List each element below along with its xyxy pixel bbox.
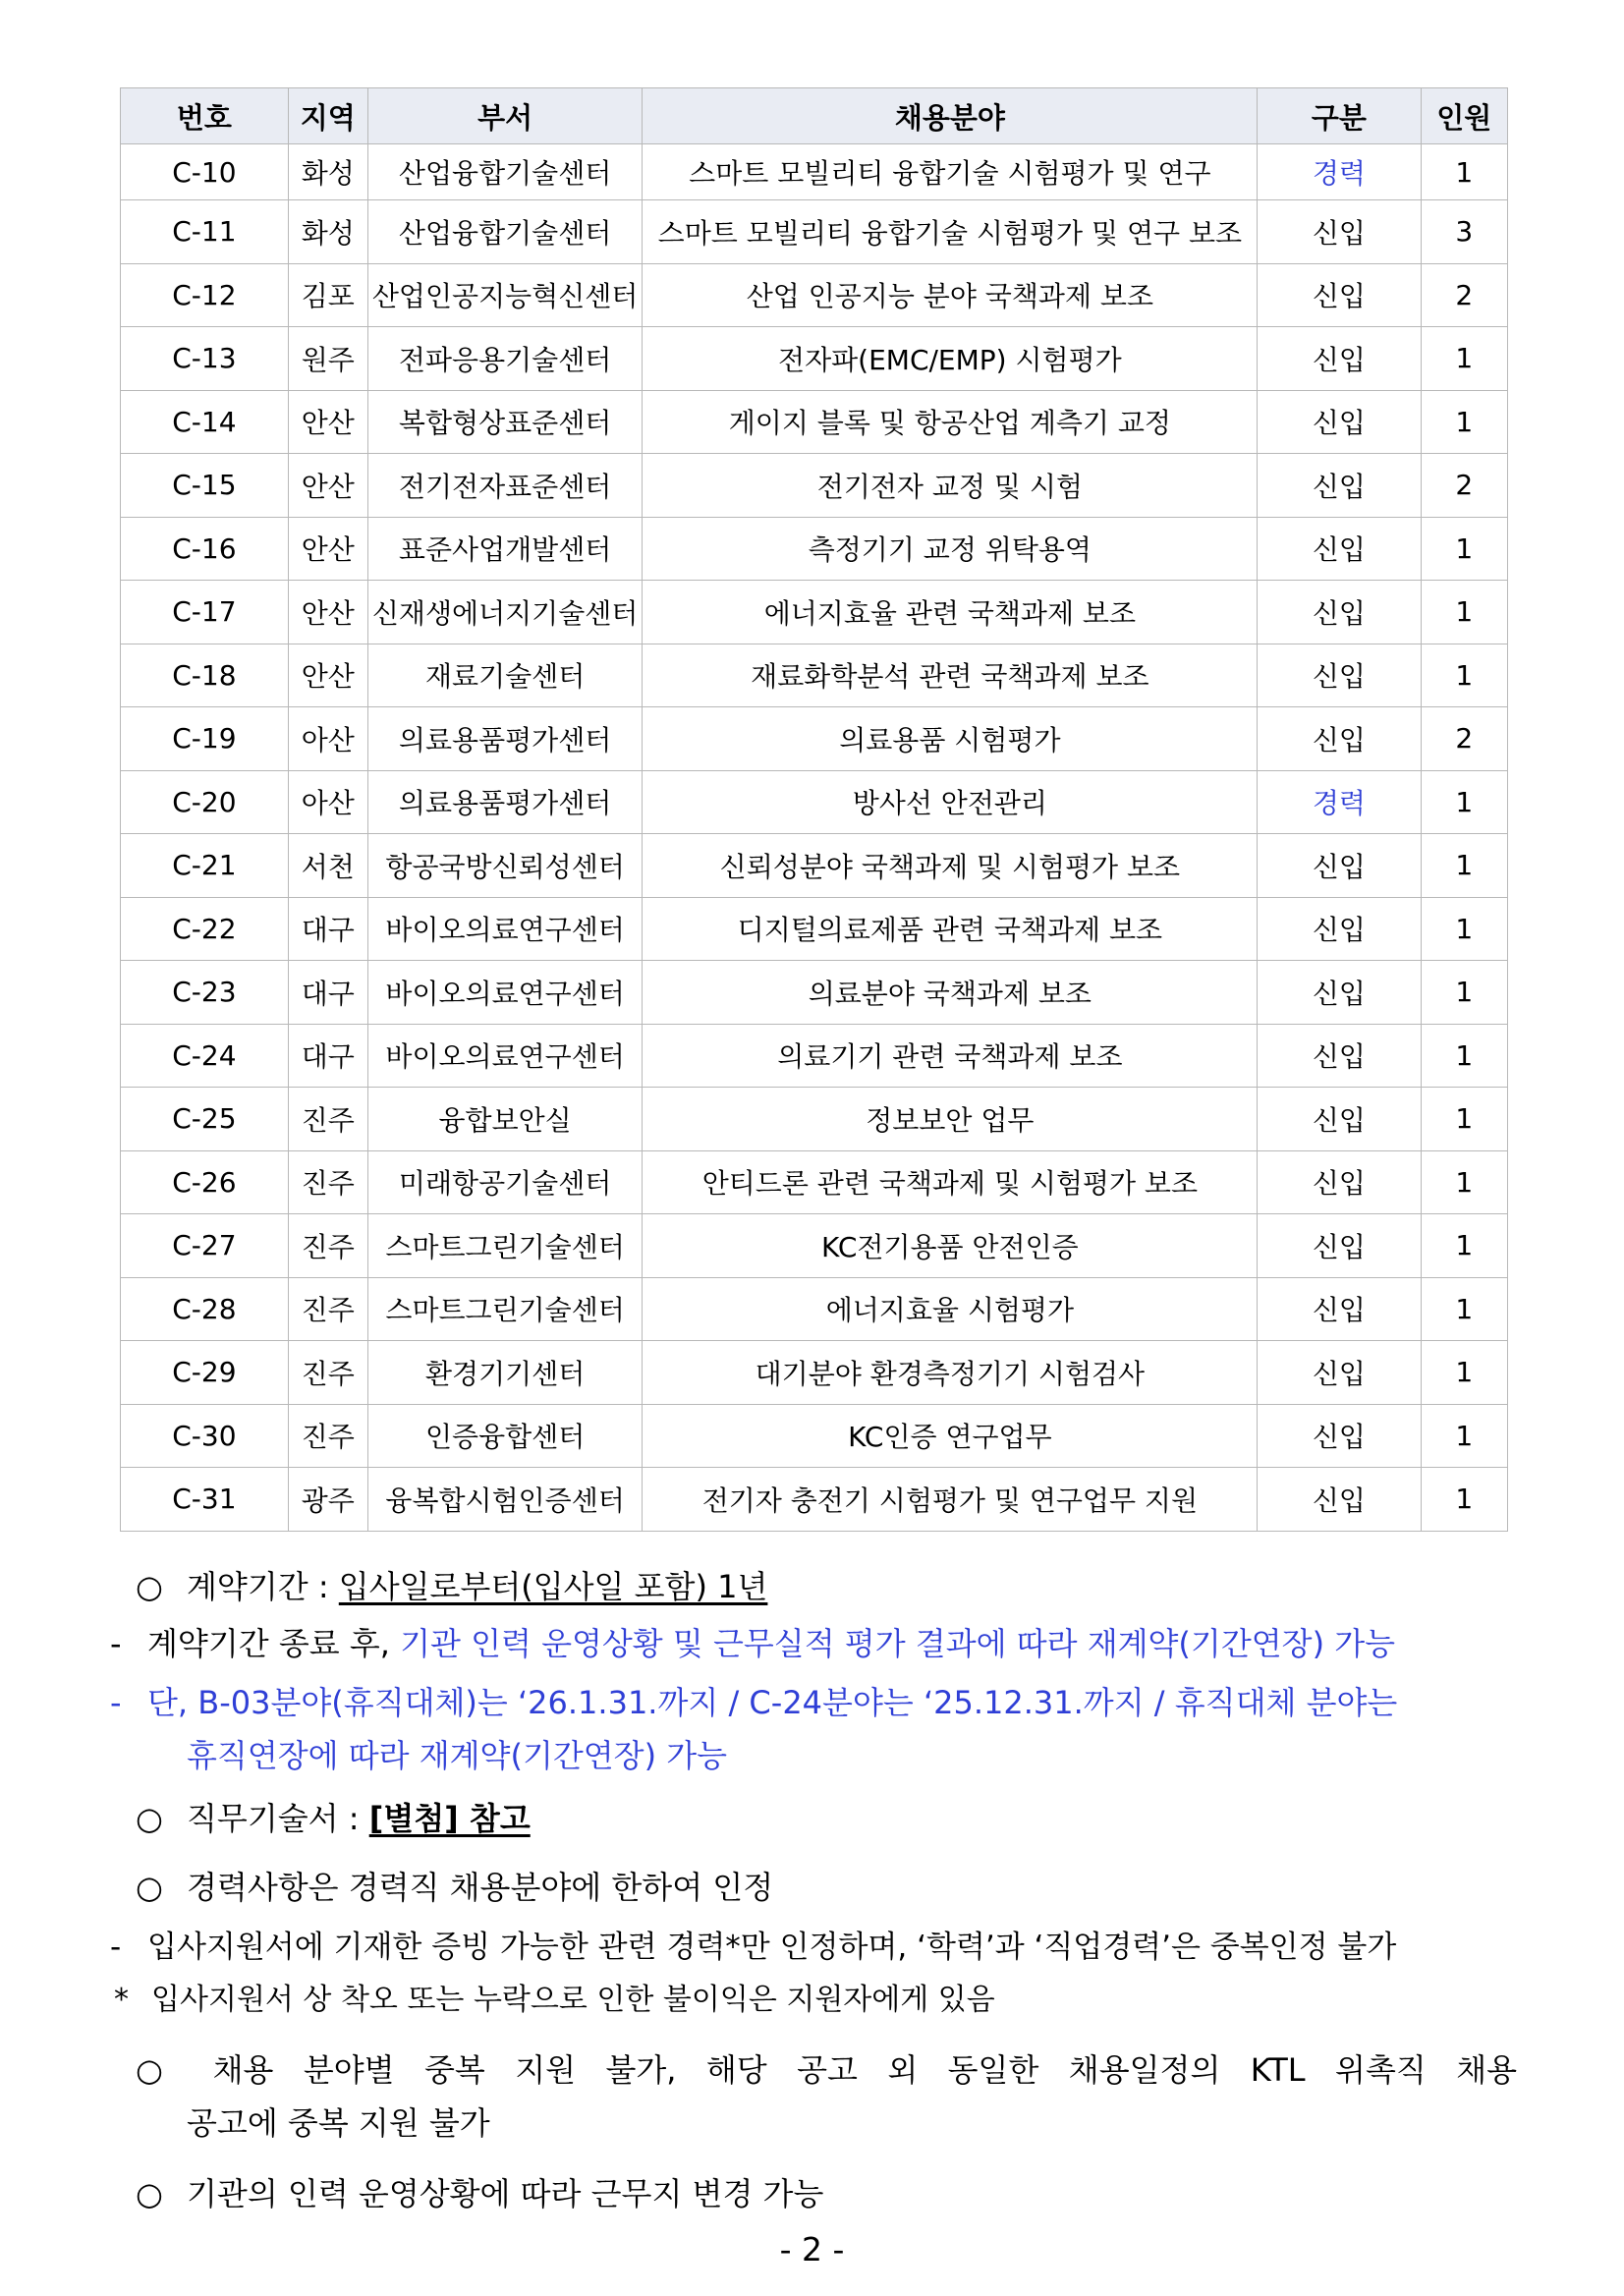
cell-type: 신입 — [1258, 961, 1421, 1025]
cell-count: 2 — [1421, 263, 1507, 327]
cell-number: C-29 — [121, 1341, 289, 1405]
cell-region: 진주 — [288, 1277, 367, 1341]
cell-region: 안산 — [288, 644, 367, 707]
header-field: 채용분야 — [643, 88, 1258, 144]
cell-number: C-21 — [121, 834, 289, 898]
job-description-value: [별첨] 참고 — [368, 1800, 531, 1837]
cell-type: 신입 — [1258, 834, 1421, 898]
dash: - — [110, 1684, 122, 1721]
cell-type: 신입 — [1258, 200, 1421, 264]
duplicate-text-1: 채용 분야별 중복 지원 불가, 해당 공고 외 동일한 채용일정의 KTL 위촉직 채용 — [212, 2051, 1518, 2089]
cell-department: 바이오의료연구센터 — [367, 1024, 643, 1088]
cell-count: 1 — [1421, 517, 1507, 581]
cell-field: 에너지효율 시험평가 — [643, 1277, 1258, 1341]
cell-department: 신재생에너지기술센터 — [367, 581, 643, 644]
cell-count: 1 — [1421, 770, 1507, 834]
cell-department: 융합보안실 — [367, 1088, 643, 1151]
cell-department: 바이오의료연구센터 — [367, 961, 643, 1025]
cell-field: 전자파(EMC/EMP) 시험평가 — [643, 327, 1258, 391]
cell-field: 의료분야 국책과제 보조 — [643, 961, 1258, 1025]
cell-region: 화성 — [288, 144, 367, 200]
table-row — [121, 517, 1508, 581]
bullet-circle: ○ — [136, 1800, 163, 1837]
cell-count: 1 — [1421, 961, 1507, 1025]
table-row — [121, 1341, 1508, 1405]
cell-field: 방사선 안전관리 — [643, 770, 1258, 834]
cell-region: 안산 — [288, 517, 367, 581]
cell-region: 대구 — [288, 961, 367, 1025]
location-change-line — [136, 2169, 823, 2214]
contract-value: 입사일로부터(입사일 포함) 1년 — [338, 1568, 768, 1605]
cell-region: 아산 — [288, 770, 367, 834]
cell-type: 신입 — [1258, 327, 1421, 391]
cell-number: C-25 — [121, 1088, 289, 1151]
cell-department: 바이오의료연구센터 — [367, 897, 643, 961]
cell-count: 1 — [1421, 144, 1507, 200]
cell-department: 산업융합기술센터 — [367, 144, 643, 200]
table-row — [121, 144, 1508, 200]
table-header-row — [121, 88, 1508, 144]
cell-department: 산업인공지능혁신센터 — [367, 263, 643, 327]
table-row — [121, 390, 1508, 454]
cell-department: 미래항공기술센터 — [367, 1150, 643, 1214]
cell-region: 원주 — [288, 327, 367, 391]
cell-number: C-13 — [121, 327, 289, 391]
exception-text-1: 단, B-03분야(휴직대체)는 ‘26.1.31.까지 / C-24분야는 ‘25.12.31.까지 / 휴직대체 분야는 — [147, 1684, 1398, 1721]
cell-type: 신입 — [1258, 897, 1421, 961]
cell-number: C-16 — [121, 517, 289, 581]
cell-department: 항공국방신뢰성센터 — [367, 834, 643, 898]
cell-region: 진주 — [288, 1214, 367, 1278]
cell-field: 측정기기 교정 위탁용역 — [643, 517, 1258, 581]
table-row — [121, 897, 1508, 961]
cell-field: 스마트 모빌리티 융합기술 시험평가 및 연구 보조 — [643, 200, 1258, 264]
cell-department: 의료용품평가센터 — [367, 770, 643, 834]
cell-department: 표준사업개발센터 — [367, 517, 643, 581]
cell-type: 신입 — [1258, 707, 1421, 771]
cell-number: C-24 — [121, 1024, 289, 1088]
cell-count: 3 — [1421, 200, 1507, 264]
cell-field: 에너지효율 관련 국책과제 보조 — [643, 581, 1258, 644]
cell-region: 진주 — [288, 1404, 367, 1468]
cell-region: 서천 — [288, 834, 367, 898]
table-row — [121, 961, 1508, 1025]
table-row — [121, 770, 1508, 834]
table-row — [121, 644, 1508, 707]
cell-type: 신입 — [1258, 1024, 1421, 1088]
cell-count: 1 — [1421, 1150, 1507, 1214]
cell-number: C-15 — [121, 454, 289, 518]
contract-label: 계약기간 : — [187, 1568, 339, 1605]
header-region: 지역 — [288, 88, 367, 144]
cell-type: 신입 — [1258, 1404, 1421, 1468]
table-row — [121, 1150, 1508, 1214]
cell-count: 1 — [1421, 644, 1507, 707]
cell-field: KC인증 연구업무 — [643, 1404, 1258, 1468]
cell-field: 의료용품 시험평가 — [643, 707, 1258, 771]
cell-number: C-26 — [121, 1150, 289, 1214]
cell-count: 1 — [1421, 1341, 1507, 1405]
cell-count: 1 — [1421, 1404, 1507, 1468]
cell-department: 환경기기센터 — [367, 1341, 643, 1405]
bullet-circle: ○ — [136, 1568, 163, 1605]
header-count: 인원 — [1421, 88, 1507, 144]
table-row — [121, 454, 1508, 518]
table-row — [121, 581, 1508, 644]
cell-region: 안산 — [288, 454, 367, 518]
renewal-plain: 계약기간 종료 후, — [147, 1625, 401, 1662]
cell-type: 신입 — [1258, 644, 1421, 707]
table-row — [121, 707, 1508, 771]
cell-number: C-31 — [121, 1468, 289, 1532]
header-department: 부서 — [367, 88, 643, 144]
cell-type: 신입 — [1258, 1088, 1421, 1151]
cell-region: 아산 — [288, 707, 367, 771]
cell-field: 게이지 블록 및 항공산업 계측기 교정 — [643, 390, 1258, 454]
cell-type: 경력 — [1258, 144, 1421, 200]
footnote-mark: * — [114, 1983, 129, 2017]
cell-count: 2 — [1421, 707, 1507, 771]
contract-period-line — [136, 1562, 767, 1607]
table-row — [121, 1468, 1508, 1532]
cell-count: 1 — [1421, 327, 1507, 391]
cell-number: C-14 — [121, 390, 289, 454]
career-line — [136, 1863, 773, 1908]
cell-department: 전파응용기술센터 — [367, 327, 643, 391]
bullet-circle: ○ — [136, 1869, 163, 1906]
cell-field: 안티드론 관련 국책과제 및 시험평가 보조 — [643, 1150, 1258, 1214]
cell-number: C-30 — [121, 1404, 289, 1468]
bullet-circle: ○ — [136, 2175, 163, 2212]
cell-count: 2 — [1421, 454, 1507, 518]
cell-type: 신입 — [1258, 581, 1421, 644]
table-row — [121, 1088, 1508, 1151]
bullet-circle: ○ — [136, 2051, 184, 2089]
renewal-condition: 기관 인력 운영상황 및 근무실적 평가 결과에 따라 재계약(기간연장) 가능 — [400, 1625, 1396, 1662]
page-number: - 2 - — [779, 2230, 845, 2268]
job-description-line — [136, 1794, 531, 1839]
cell-department: 스마트그린기술센터 — [367, 1277, 643, 1341]
cell-department: 스마트그린기술센터 — [367, 1214, 643, 1278]
cell-region: 안산 — [288, 581, 367, 644]
renewal-line — [110, 1619, 1395, 1664]
cell-type: 신입 — [1258, 1150, 1421, 1214]
cell-type: 신입 — [1258, 1468, 1421, 1532]
cell-number: C-12 — [121, 263, 289, 327]
location-change-text: 기관의 인력 운영상황에 따라 근무지 변경 가능 — [187, 2175, 824, 2212]
table-row — [121, 1024, 1508, 1088]
cell-department: 인증융합센터 — [367, 1404, 643, 1468]
career-sub-text: 입사지원서에 기재한 증빙 가능한 관련 경력*만 인정하며, ‘학력’과 ‘직업경력’은 중복인정 불가 — [147, 1930, 1397, 1965]
cell-number: C-23 — [121, 961, 289, 1025]
cell-region: 대구 — [288, 1024, 367, 1088]
header-type: 구분 — [1258, 88, 1421, 144]
cell-department: 의료용품평가센터 — [367, 707, 643, 771]
cell-count: 1 — [1421, 1277, 1507, 1341]
table-row — [121, 1404, 1508, 1468]
cell-number: C-17 — [121, 581, 289, 644]
table-row — [121, 327, 1508, 391]
cell-number: C-11 — [121, 200, 289, 264]
cell-field: 정보보안 업무 — [643, 1088, 1258, 1151]
table-row — [121, 200, 1508, 264]
cell-field: 전기전자 교정 및 시험 — [643, 454, 1258, 518]
cell-field: 의료기기 관련 국책과제 보조 — [643, 1024, 1258, 1088]
cell-department: 산업융합기술센터 — [367, 200, 643, 264]
table-row — [121, 1277, 1508, 1341]
cell-type: 신입 — [1258, 1341, 1421, 1405]
career-text: 경력사항은 경력직 채용분야에 한하여 인정 — [187, 1869, 774, 1906]
exception-line-2: 휴직연장에 따라 재계약(기간연장) 가능 — [187, 1737, 728, 1774]
cell-number: C-10 — [121, 144, 289, 200]
table-row — [121, 834, 1508, 898]
cell-region: 김포 — [288, 263, 367, 327]
dash: - — [110, 1625, 122, 1662]
cell-region: 진주 — [288, 1088, 367, 1151]
footnote-text: 입사지원서 상 착오 또는 누락으로 인한 불이익은 지원자에게 있음 — [151, 1983, 995, 2017]
cell-number: C-28 — [121, 1277, 289, 1341]
cell-type: 신입 — [1258, 517, 1421, 581]
career-sub-line — [110, 1922, 1396, 1966]
cell-type: 신입 — [1258, 1214, 1421, 1278]
cell-type: 신입 — [1258, 1277, 1421, 1341]
cell-type: 신입 — [1258, 390, 1421, 454]
cell-count: 1 — [1421, 834, 1507, 898]
cell-field: 전기자 충전기 시험평가 및 연구업무 지원 — [643, 1468, 1258, 1532]
cell-count: 1 — [1421, 581, 1507, 644]
table-row — [121, 263, 1508, 327]
cell-department: 복합형상표준센터 — [367, 390, 643, 454]
cell-field: 재료화학분석 관련 국책과제 보조 — [643, 644, 1258, 707]
cell-count: 1 — [1421, 897, 1507, 961]
recruitment-table — [120, 87, 1508, 1532]
cell-field: 신뢰성분야 국책과제 및 시험평가 보조 — [643, 834, 1258, 898]
table-body — [121, 144, 1508, 1532]
cell-type: 신입 — [1258, 263, 1421, 327]
cell-field: 대기분야 환경측정기기 시험검사 — [643, 1341, 1258, 1405]
cell-region: 대구 — [288, 897, 367, 961]
dash: - — [110, 1930, 122, 1965]
cell-count: 1 — [1421, 1468, 1507, 1532]
cell-number: C-27 — [121, 1214, 289, 1278]
job-description-label: 직무기술서 : — [187, 1800, 369, 1837]
cell-number: C-19 — [121, 707, 289, 771]
cell-count: 1 — [1421, 1024, 1507, 1088]
cell-number: C-20 — [121, 770, 289, 834]
cell-field: 스마트 모빌리티 융합기술 시험평가 및 연구 — [643, 144, 1258, 200]
cell-count: 1 — [1421, 1088, 1507, 1151]
cell-count: 1 — [1421, 390, 1507, 454]
cell-region: 진주 — [288, 1150, 367, 1214]
duplicate-line-2: 공고에 중복 지원 불가 — [187, 2104, 490, 2142]
cell-region: 안산 — [288, 390, 367, 454]
cell-department: 융복합시험인증센터 — [367, 1468, 643, 1532]
cell-region: 화성 — [288, 200, 367, 264]
cell-department: 전기전자표준센터 — [367, 454, 643, 518]
cell-number: C-18 — [121, 644, 289, 707]
cell-region: 광주 — [288, 1468, 367, 1532]
cell-field: KC전기용품 안전인증 — [643, 1214, 1258, 1278]
header-number: 번호 — [121, 88, 289, 144]
footnote-line — [114, 1975, 995, 2018]
duplicate-line-1 — [136, 2045, 1517, 2091]
cell-department: 재료기술센터 — [367, 644, 643, 707]
cell-field: 산업 인공지능 분야 국책과제 보조 — [643, 263, 1258, 327]
cell-type: 경력 — [1258, 770, 1421, 834]
cell-type: 신입 — [1258, 454, 1421, 518]
exception-line-1 — [110, 1678, 1397, 1723]
cell-region: 진주 — [288, 1341, 367, 1405]
cell-field: 디지털의료제품 관련 국책과제 보조 — [643, 897, 1258, 961]
table-row — [121, 1214, 1508, 1278]
cell-number: C-22 — [121, 897, 289, 961]
cell-count: 1 — [1421, 1214, 1507, 1278]
